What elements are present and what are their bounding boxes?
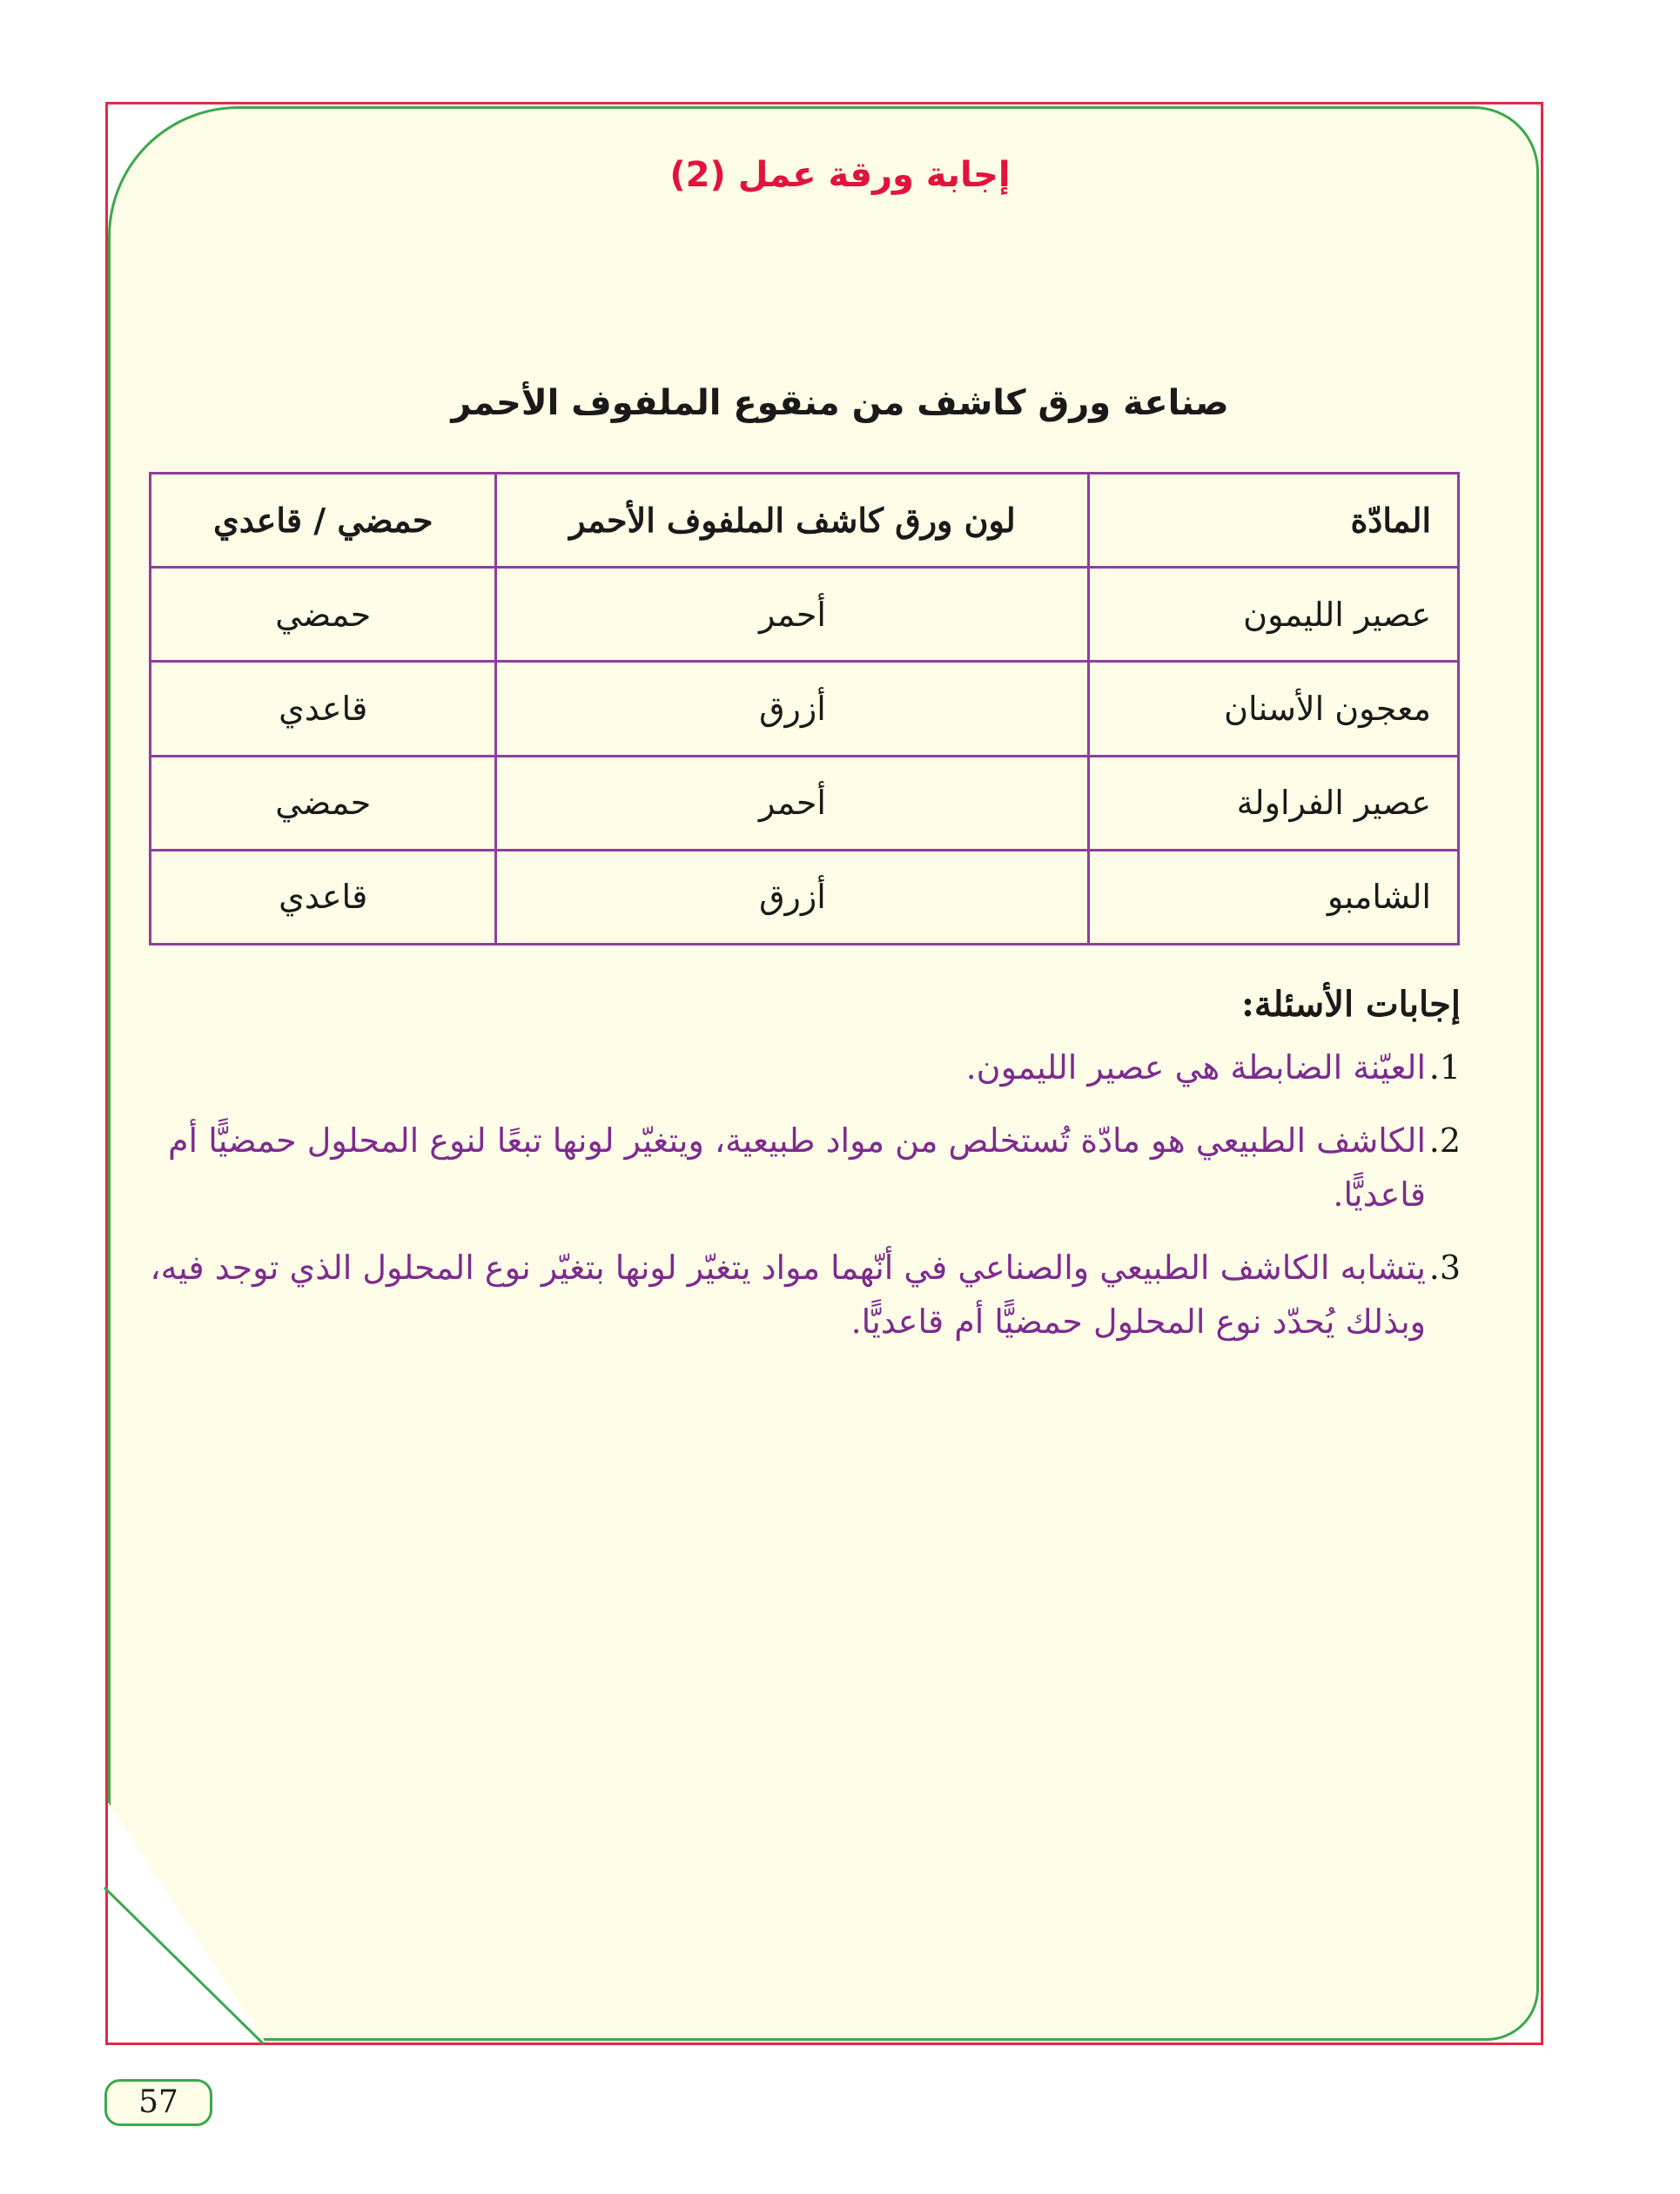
answers-heading: إجابات الأسئلة: (1241, 984, 1461, 1025)
table-header-row (151, 474, 1459, 568)
cell-acid-base: قاعدي (151, 850, 496, 944)
header-acid-base: حمضي / قاعدي (151, 474, 496, 568)
answer-number: 2. (1428, 1121, 1461, 1160)
page-number: 57 (104, 2079, 212, 2126)
table-row (151, 662, 1459, 756)
answer-item (148, 1241, 1461, 1349)
cell-color: أحمر (496, 756, 1089, 850)
answer-text: العيّنة الضابطة هي عصير الليمون. (965, 1048, 1426, 1087)
table-row (151, 850, 1459, 944)
table-row (151, 756, 1459, 850)
answer-text: يتشابه الكاشف الطبيعي والصناعي في أنّهما مواد يتغيّر لونها بتغيّر نوع المحلول الذي توجد فيه، وبذلك يُحدّد نوع المحلول حمضيًّا أم قاعديًّا. (150, 1248, 1426, 1341)
cell-acid-base: قاعدي (151, 662, 496, 756)
cell-substance: معجون الأسنان (1089, 662, 1459, 756)
cell-substance: الشامبو (1089, 850, 1459, 944)
answer-text: الكاشف الطبيعي هو مادّة تُستخلص من مواد طبيعية، ويتغيّر لونها تبعًا لنوع المحلول حمضيًّا أم قاعديًّا. (168, 1121, 1426, 1214)
table-row (151, 568, 1459, 662)
answer-number: 3. (1428, 1248, 1461, 1287)
worksheet-title: إجابة ورقة عمل (2) (669, 155, 1011, 195)
answer-number: 1. (1428, 1048, 1461, 1087)
results-table (149, 472, 1460, 946)
cell-acid-base: حمضي (151, 756, 496, 850)
header-substance: المادّة (1089, 474, 1459, 568)
answer-item (148, 1040, 1461, 1094)
cell-color: أزرق (496, 850, 1089, 944)
answers-section (148, 984, 1461, 1368)
header-color: لون ورق كاشف الملفوف الأحمر (496, 474, 1089, 568)
cell-color: أحمر (496, 568, 1089, 662)
cell-acid-base: حمضي (151, 568, 496, 662)
cell-substance: عصير الليمون (1089, 568, 1459, 662)
answer-item (148, 1114, 1461, 1222)
table-title: صناعة ورق كاشف من منقوع الملفوف الأحمر (451, 383, 1229, 423)
cell-substance: عصير الفراولة (1089, 756, 1459, 850)
cell-color: أزرق (496, 662, 1089, 756)
